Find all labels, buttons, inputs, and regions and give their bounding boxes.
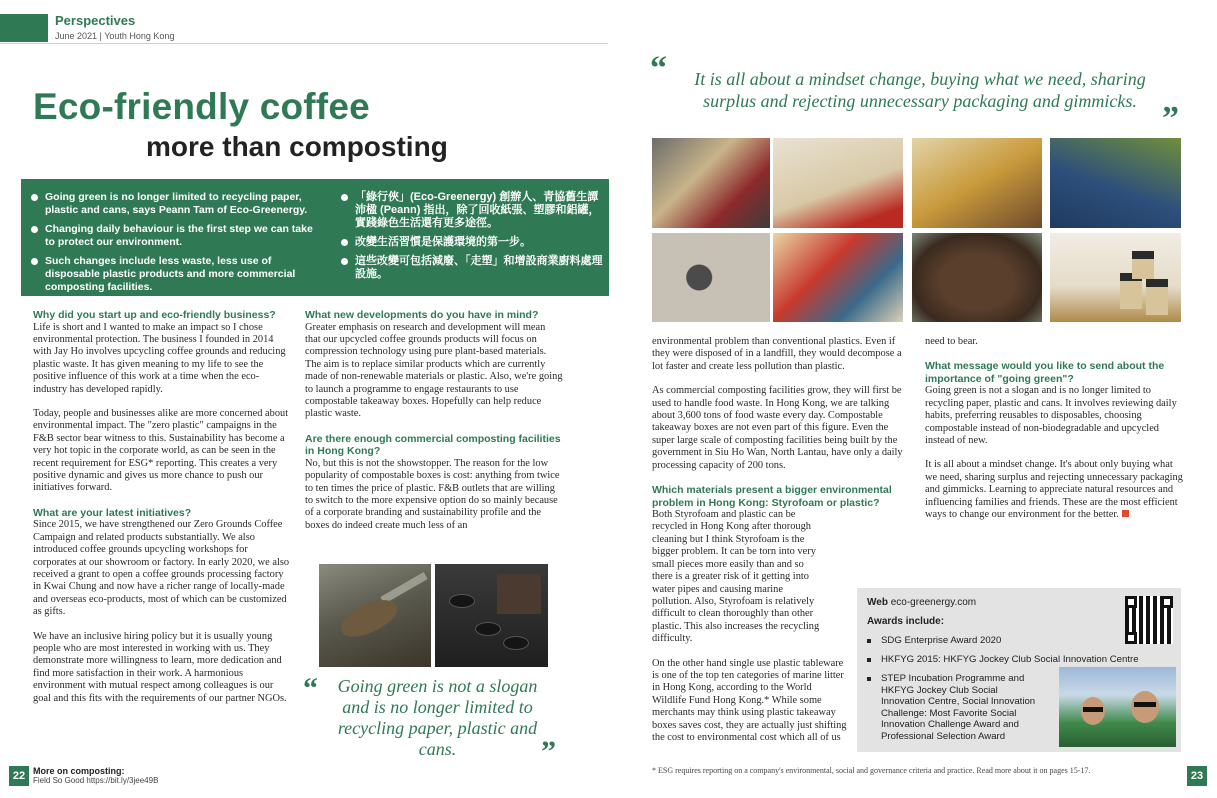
bullet-icon: [341, 194, 348, 201]
award-item: [867, 673, 1042, 742]
printed-packaging-photo: [773, 233, 903, 322]
more-info-link[interactable]: Field So Good https://bit.ly/3jee49B: [33, 776, 159, 785]
product-box: [497, 574, 541, 614]
quote-open-mark: “: [650, 50, 667, 87]
quote-close-mark: ”: [541, 735, 556, 768]
summary-text: 改變生活習慣是保護環境的第一步。: [355, 236, 531, 248]
quote-close-mark: ”: [1162, 100, 1179, 137]
bullet-icon: [31, 194, 38, 201]
footnote: * ESG requires reporting on a company's environmental, social and governance criteria and practice. Read more about it on pages 15-17.: [652, 766, 1091, 775]
question-heading: What are your latest initiatives?: [33, 506, 192, 519]
summary-text: 這些改變可包括減廢、「走塑」和增設商業廚料處理設施。: [355, 255, 603, 280]
bullet-icon: [341, 258, 348, 265]
awards-title: Awards include:: [867, 616, 945, 627]
coffee-products-photo: [435, 564, 548, 667]
answer-paragraph: On the other hand single use plastic tableware is one of the top ten categories of marine litter in Hong Kong, according to the World Wildlife Fund Hong Kong.* While some merchants may think using plastic takeaway boxes saves cost, they are actually just shifting the cost to environmental cost which all of us: [652, 657, 847, 743]
summary-text: Such changes include less waste, less use of disposable plastic products and more commercial composting facilities.: [45, 255, 296, 293]
qr-corner: [1161, 596, 1173, 608]
coffee-grounds-photo: [912, 233, 1042, 322]
summary-item: [341, 236, 603, 249]
product-shelf-photo: [652, 138, 770, 228]
website-link[interactable]: eco-greenergy.com: [890, 597, 977, 608]
body-column-4: [925, 336, 1183, 533]
page-number-left: 22: [9, 766, 29, 786]
bullet-icon: [31, 258, 38, 265]
founders-photo: [1059, 667, 1176, 747]
summary-box: [21, 179, 609, 296]
answer-paragraph: need to bear.: [925, 336, 978, 347]
award-text: SDG Enterprise Award 2020: [881, 635, 1002, 646]
article-subtitle: more than composting: [146, 131, 448, 162]
summary-text: 「綠行俠」(Eco-Greenergy) 創辦人、青協舊生譚沛楹 (Peann) 指出，除了回收紙張、塑膠和鋁罐，實踐綠色生活還有更多途徑。: [355, 191, 600, 229]
answer-paragraph: Going green is not a slogan and is no longer limited to recycling paper, plastic and cans. It involves reviewing daily habits, preferring reusables to disposables, choosing compostable instead of non-biodegradable and upcycled instead of new.: [925, 385, 1177, 447]
answer-paragraph: As commercial composting facilities grow, they will first be used to handle food waste. In Hong Kong, we are talking about 3,600 tons of food waste every day. Compostable takeaway boxes are not even part of this figure. Even the super large scale of composting facilities being built by the government in Siu Ho Wan, North Lantau, have only a daily processing capacity of 200 tons.: [652, 385, 903, 471]
pull-quote-bottom: Going green is not a slogan and is no longer limited to recycling paper, plastic and cans.: [337, 676, 538, 759]
answer-text: It is all about a mindset change. It's about only buying what we need, sharing surplus and rejecting unnecessary packaging and gimmicks. Learning to appreciate natural resources and influencing families and friends. These are the most efficient ways to change our environment for the better.: [925, 459, 1183, 521]
issue-line: June 2021 | Youth Hong Kong: [55, 31, 175, 41]
jar: [1146, 279, 1168, 315]
body-column-1: [33, 309, 291, 717]
coffee-pod: [449, 594, 475, 608]
award-text: STEP Incubation Programme and HKFYG Jockey Club Social Innovation Centre, Social Innovation Challenge: Most Favorite Social Innovation Challenge Award and Professional Selection Award: [881, 673, 1036, 742]
coffee-scoop-photo: [319, 564, 431, 667]
end-mark-icon: [1122, 510, 1129, 517]
qr-code-icon[interactable]: [1125, 596, 1173, 644]
coffee-pod: [475, 622, 501, 636]
summary-strong: Peann Tam of Eco-Greenergy.: [158, 204, 308, 216]
coffee-bag-photo: [912, 138, 1042, 228]
summary-item: [31, 191, 316, 217]
sunglasses: [1134, 702, 1156, 707]
article-title: Eco-friendly coffee: [33, 86, 370, 127]
question-heading: What message would you like to send about the importance of "going green"?: [925, 360, 1165, 385]
packaging-photo: [773, 138, 903, 228]
qr-corner: [1125, 632, 1137, 644]
bullet-icon: [867, 658, 871, 662]
question-heading: Are there enough commercial composting facilities in Hong Kong?: [305, 432, 561, 458]
summary-item: [31, 255, 316, 294]
answer-paragraph: Since 2015, we have strengthened our Zero Grounds Coffee Campaign and related products substantially. We also introduced coffee grounds upcycling workshops for corporates at our showroom or factory. In early 2020, we also received a grant to open a coffee grounds processing factory in Kwai Chung and now have a richer range of locally-made and overseas eco-products, most of which can be customized as gifts.: [33, 519, 290, 618]
summary-english: [31, 191, 316, 300]
body-column-2: [305, 309, 563, 544]
answer-paragraph: Life is short and I wanted to make an impact so I chose environmental protection. The business I founded in 2014 with Jay Ho involves upcycling coffee grounds and reducing plastic waste. It has given meaning to my life to see the positive influence of this work at a time when the eco-industry has developed rapidly.: [33, 321, 286, 395]
answer-paragraph: Today, people and businesses alike are more concerned about environmental impact. The "zero plastic" campaigns in the F&B sector bear witness to this. Sustainability has become a very hot topic in the corporate world, as can be seen in the recent requirement for ESG* reporting. This creates a very positive dynamic and gives us more chance to push our initiatives forward.: [33, 407, 289, 494]
question-heading: Which materials present a bigger environmental problem in Hong Kong: Styrofoam or plastic?: [652, 484, 892, 509]
summary-item: [341, 255, 603, 281]
coffee-pucks-photo: [652, 233, 770, 322]
summary-text: Changing daily behaviour is the first step we can take to protect our environment.: [45, 223, 313, 248]
summary-text: Going green is no longer limited to recycling paper, plastic and cans, says: [45, 191, 302, 216]
answer-paragraph: Greater emphasis on research and development will mean that our upcycled coffee grounds products will focus on compression technology using pure plant-based materials. The aim is to replace similar products which are currently made of non-renewable materials or plastic. Also, we're going to launch a programme to engage restaurants to use compostable takeaway boxes. Hopefully can help reduce plastic waste.: [305, 321, 563, 420]
quote-open-mark: “: [303, 672, 318, 705]
question-heading: What new developments do you have in mind?: [305, 309, 539, 321]
award-item: [867, 635, 1001, 647]
award-text: HKFYG 2015: HKFYG Jockey Club Social Innovation Centre: [881, 654, 1139, 665]
bullet-icon: [31, 226, 38, 233]
answer-paragraph: environmental problem than conventional plastics. Even if they were disposed of in a landfill, they would decompose a lot faster and create less pollution than plastic.: [652, 336, 902, 372]
header-divider: [0, 43, 608, 44]
page-number-right: 23: [1187, 766, 1207, 786]
jars-photo: [1050, 233, 1181, 322]
sunglasses: [1083, 707, 1103, 712]
summary-item: [341, 191, 603, 230]
summary-chinese: [341, 191, 603, 287]
question-heading: Why did you start up and eco-friendly business?: [33, 309, 276, 321]
answer-paragraph: [925, 459, 1183, 521]
award-item: [867, 654, 1139, 666]
website-line: [867, 597, 976, 608]
jar: [1132, 251, 1154, 279]
info-box: [857, 588, 1181, 752]
qr-corner: [1125, 596, 1137, 608]
website-label: Web: [867, 597, 888, 608]
section-title: Perspectives: [55, 13, 136, 28]
pouch-photo: [1050, 138, 1181, 228]
bullet-icon: [867, 639, 871, 643]
face: [1131, 691, 1159, 723]
pull-quote-top: It is all about a mindset change, buying what we need, sharing surplus and rejecting unnecessary packaging and gimmicks.: [694, 69, 1146, 111]
answer-paragraph: We have an inclusive hiring policy but it is usually young people who are most interested in working with us. They demonstrate more willingness to learn, more dedication and find more satisfaction in their work. A harmonious environment with mutual respect among colleagues is our goal and this fits with the requirements of our partner NGOs.: [33, 630, 287, 704]
bullet-icon: [341, 239, 348, 246]
summary-item: [31, 223, 316, 249]
coffee-pod: [503, 636, 529, 650]
bullet-icon: [867, 677, 871, 681]
scoop-bowl: [336, 593, 402, 644]
section-color-bar: [0, 14, 48, 42]
answer-paragraph: No, but this is not the showstopper. The reason for the low popularity of compostable boxes is cost: anything from twice to ten times the price of plastic. F&B outlets that are willing to switch to the more expensive option do so mainly because of a corporate branding and sustainability profile and the boxes do indeed create much less of an: [305, 457, 560, 531]
more-info-title: More on composting:: [33, 766, 125, 776]
answer-paragraph: Both Styrofoam and plastic can be recycled in Hong Kong after thorough cleaning but I think Styrofoam is the bigger problem. It can be torn into very small pieces more easily than and so there is a greater risk of it getting into water pipes and causing marine pollution. Also, Styrofoam is relatively difficult to clean thoroughly than other plastic. This also increases the recycling difficulty.: [652, 509, 820, 645]
